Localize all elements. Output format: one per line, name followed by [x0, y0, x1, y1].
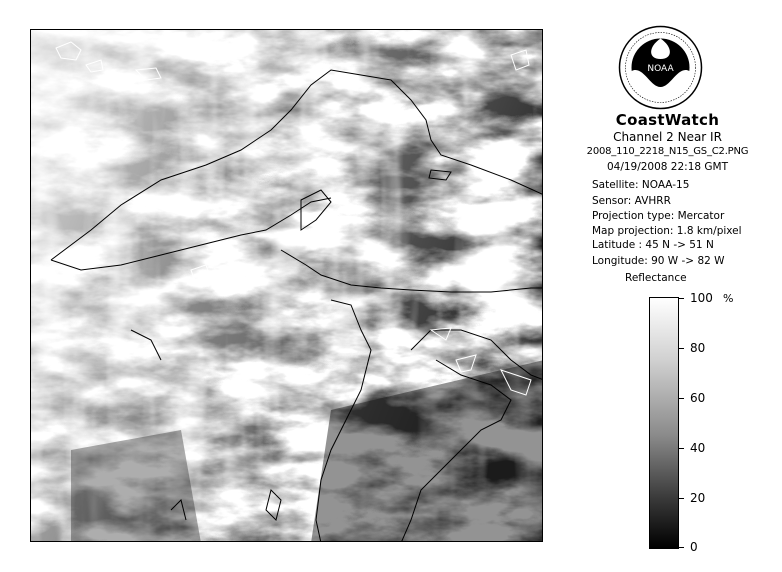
map-projection-label: Map projection: 1.8 km/pixel [592, 225, 742, 237]
channel-title: Channel 2 Near IR [613, 130, 722, 144]
longitude-label: Longitude: 90 W -> 82 W [592, 255, 725, 267]
sensor-label: Sensor: AVHRR [592, 195, 671, 207]
logo-center-text: NOAA [647, 64, 674, 74]
datetime-label: 04/19/2008 22:18 GMT [606, 161, 729, 173]
reflectance-colorbar [649, 297, 679, 549]
colorbar-tick-label: 0 [690, 540, 698, 554]
colorbar-tick-label: 20 [690, 491, 706, 505]
satellite-label: Satellite: NOAA-15 [592, 179, 690, 191]
colorbar-tick-label: 80 [690, 341, 706, 355]
colorbar-title: Reflectance [625, 272, 687, 284]
latitude-label: Latitude : 45 N -> 51 N [592, 239, 714, 251]
colorbar-tick [679, 498, 684, 499]
colorbar-tick [679, 348, 684, 349]
colorbar-tick-label: 100 [690, 291, 713, 305]
colorbar-tick [679, 298, 684, 299]
projection-type-label: Projection type: Mercator [592, 210, 725, 222]
colorbar-unit: % [723, 292, 734, 305]
satellite-image [30, 29, 543, 542]
cloud-imagery [31, 30, 543, 542]
colorbar-tick-label: 60 [690, 391, 706, 405]
filename-label: 2008_110_2218_N15_GS_C2.PNG [586, 146, 749, 157]
colorbar-tick [679, 398, 684, 399]
colorbar-tick [679, 547, 684, 548]
noaa-logo [618, 25, 703, 110]
colorbar-tick [679, 448, 684, 449]
colorbar-tick-label: 40 [690, 441, 706, 455]
brand-title: CoastWatch [615, 111, 720, 129]
